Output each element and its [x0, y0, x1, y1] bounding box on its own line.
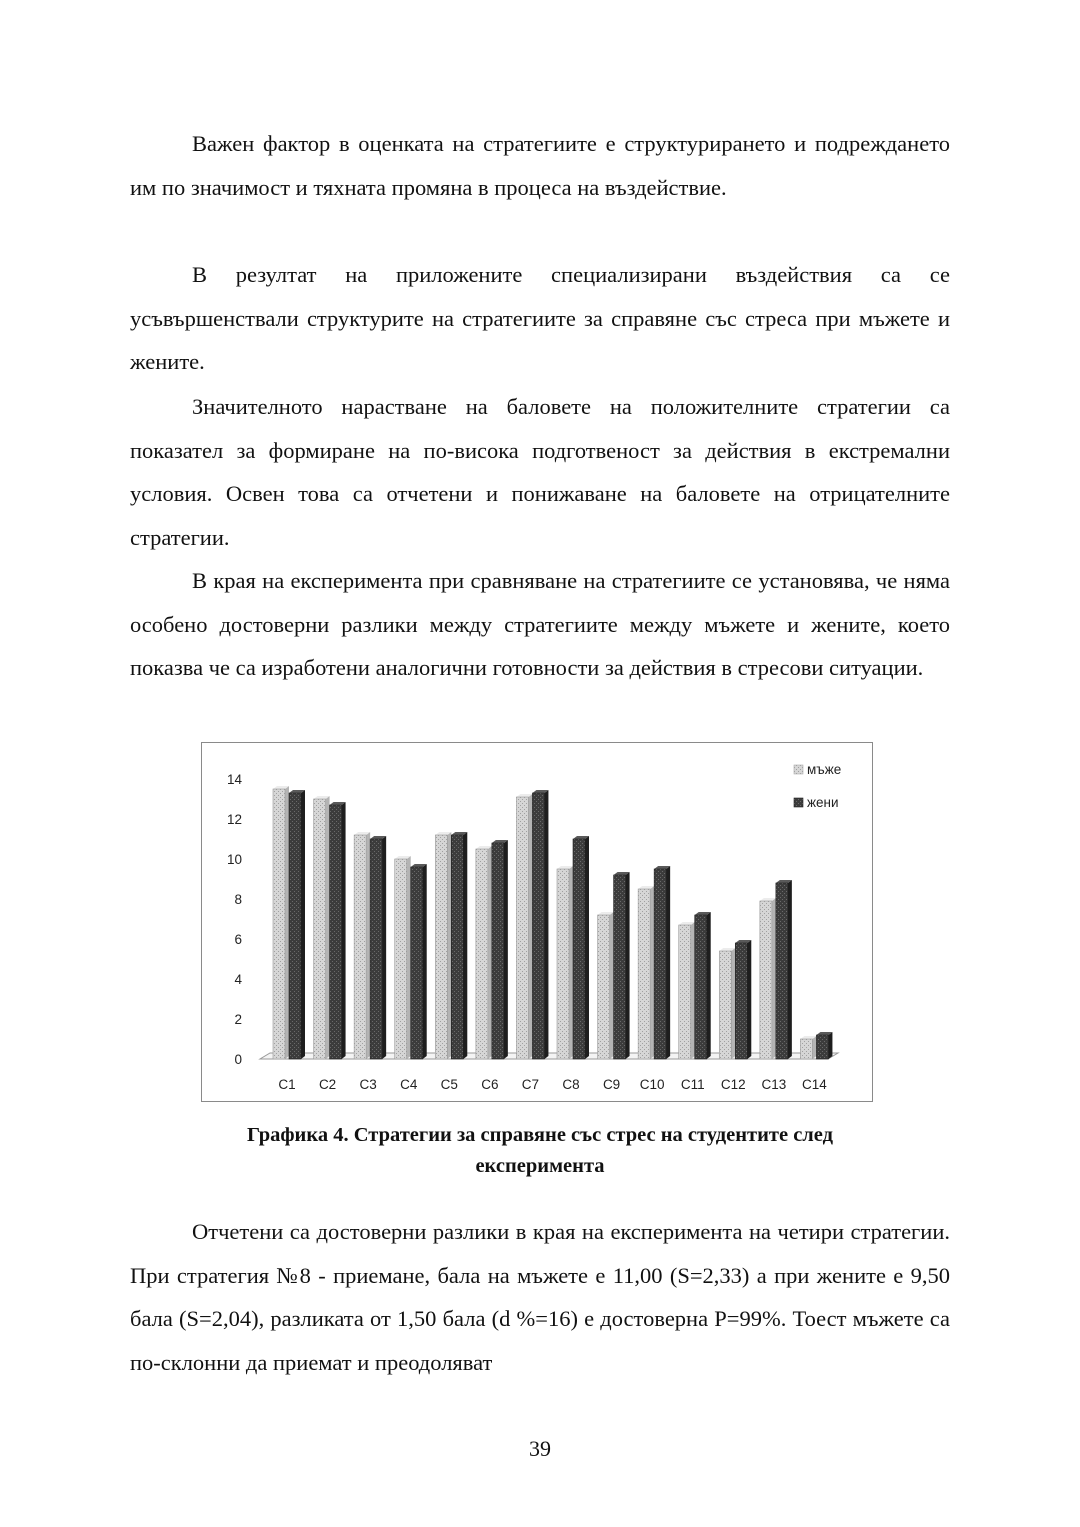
bar-women-c5	[451, 835, 463, 1059]
bar-side-men	[610, 912, 614, 1059]
bar-women-c8	[573, 839, 585, 1059]
bar-women-c2	[330, 805, 342, 1059]
y-tick-label: 4	[234, 972, 242, 987]
bar-side-men	[691, 922, 695, 1059]
bar-side-women	[666, 866, 670, 1059]
bar-side-men	[326, 796, 330, 1059]
bar-side-women	[626, 872, 630, 1059]
x-tick-label: C6	[481, 1077, 499, 1092]
bar-side-women	[585, 836, 589, 1059]
bar-side-women	[747, 940, 751, 1059]
bar-chart	[202, 743, 872, 1101]
bar-side-women	[463, 832, 467, 1059]
bar-side-men	[650, 886, 654, 1059]
bar-side-women	[707, 912, 711, 1059]
bar-women-c11	[695, 915, 707, 1059]
y-tick-label: 10	[226, 852, 242, 867]
bar-men-c8	[557, 869, 569, 1059]
bar-men-c10	[638, 889, 650, 1059]
x-tick-label: C8	[562, 1077, 580, 1092]
bar-women-c9	[614, 875, 626, 1059]
x-tick-label: C5	[440, 1077, 458, 1092]
x-tick-label: C2	[318, 1077, 337, 1092]
bar-women-c6	[492, 843, 504, 1059]
x-tick-label: C4	[400, 1077, 418, 1092]
bar-side-men	[772, 898, 776, 1059]
y-tick-label: 6	[234, 932, 242, 947]
y-tick-label: 0	[234, 1052, 242, 1067]
bar-side-women	[504, 840, 508, 1059]
bar-side-women	[544, 790, 548, 1059]
bar-women-c13	[776, 883, 788, 1059]
legend-swatch-women	[794, 798, 803, 807]
bar-women-c3	[370, 839, 382, 1059]
bar-side-women	[828, 1032, 832, 1059]
bar-side-women	[301, 790, 305, 1059]
bar-men-c9	[598, 915, 610, 1059]
y-tick-label: 8	[234, 892, 242, 907]
bar-women-c1	[289, 793, 301, 1059]
bar-side-men	[285, 786, 289, 1059]
bar-women-c12	[735, 943, 747, 1059]
paragraph-4: В края на експеримента при сравняване на стратегиите се установява, че няма особено достоверни разлики между стратегиите между мъжете и жените, което показва че са изработени аналогични готовности за действия в стресови ситуации.	[130, 568, 950, 680]
bar-women-c10	[654, 869, 666, 1059]
legend-label-women: жени	[807, 795, 839, 810]
x-tick-label: C12	[720, 1077, 746, 1092]
bar-side-women	[423, 864, 427, 1059]
x-tick-label: C1	[278, 1077, 296, 1092]
bar-side-women	[788, 880, 792, 1059]
bar-side-men	[488, 846, 492, 1059]
bar-women-c14	[816, 1035, 828, 1059]
bar-men-c6	[476, 849, 488, 1059]
legend-swatch-men	[794, 765, 803, 774]
paragraph-5: Отчетени са достоверни разлики в края на експеримента на четири стратегии. При стратегия №8 - приемане, бала на мъжете е 11,00 (S=2,33) а при жените е 9,50 бала (S=2,04), разликата от 1,50 бала (d %=16) е достоверна P=99%. Тоест мъжете са по-склонни да приемат и преодоляват	[130, 1219, 950, 1375]
x-tick-label: C13	[761, 1077, 787, 1092]
x-tick-label: C11	[680, 1077, 705, 1092]
bar-men-c4	[395, 859, 407, 1059]
bar-side-men	[569, 866, 573, 1059]
bar-side-women	[382, 836, 386, 1059]
x-tick-label: C14	[802, 1077, 827, 1092]
chart-floor	[260, 1053, 838, 1059]
paragraph-3: Значителното нарастване на баловете на положителните стратегии са показател за формиране на по-висока подготвеност за действия в екстремални условия. Освен това са отчетени и понижаване на баловете на отрицателните стратегии.	[130, 394, 950, 550]
y-tick-label: 14	[226, 772, 242, 787]
bar-side-men	[447, 832, 451, 1059]
x-tick-label: C9	[602, 1077, 621, 1092]
bar-men-c2	[314, 799, 326, 1059]
bar-men-c12	[719, 951, 731, 1059]
x-tick-label: C10	[639, 1077, 665, 1092]
paragraph-1: Важен фактор в оценката на стратегиите е структурирането и подреждането им по значимост и тяхната промяна в процеса на въздействие.	[130, 131, 950, 200]
bar-side-women	[342, 802, 346, 1059]
bar-women-c7	[532, 793, 544, 1059]
bar-side-men	[812, 1036, 816, 1059]
y-tick-label: 12	[226, 812, 242, 827]
figure-caption	[130, 1120, 950, 1182]
bar-men-c11	[679, 925, 691, 1059]
x-tick-label: C7	[521, 1077, 540, 1092]
bar-side-men	[407, 856, 411, 1059]
chart-figure	[201, 742, 873, 1102]
bar-men-c7	[516, 797, 528, 1059]
bar-side-men	[731, 948, 735, 1059]
bar-men-c13	[760, 901, 772, 1059]
bar-men-c3	[354, 835, 366, 1059]
y-tick-label: 2	[234, 1012, 242, 1027]
paragraph-2: В резултат на приложените специализирани въздействия са се усъвършенствали структурите на стратегиите за справяне със стреса при мъжете и жените.	[130, 262, 950, 374]
bar-side-men	[528, 794, 532, 1059]
legend-label-men: мъже	[807, 762, 842, 777]
bar-side-men	[366, 832, 370, 1059]
x-tick-label: C3	[359, 1077, 377, 1092]
bar-women-c4	[411, 867, 423, 1059]
bar-men-c14	[800, 1039, 812, 1059]
page-number: 39	[529, 1436, 551, 1461]
caption-line-1: Графика 4. Стратегии за справяне със стрес на студентите след	[246, 1124, 834, 1146]
bar-men-c5	[435, 835, 447, 1059]
bar-men-c1	[273, 789, 285, 1059]
caption-line-2: експеримента	[475, 1155, 605, 1177]
